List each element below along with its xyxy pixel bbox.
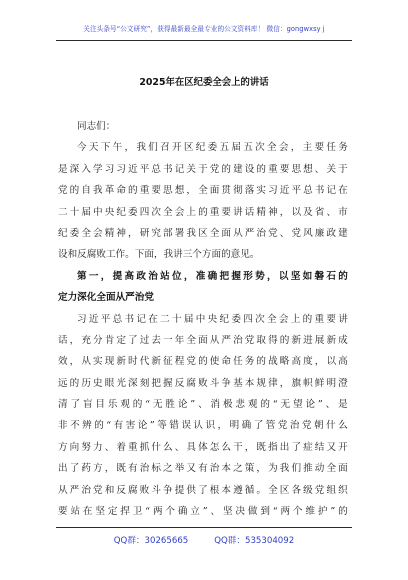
paragraph-line: 清 了 盲 目 乐 观 的 “ 无 胜 论 ” 、 消 极 悲 观 的 “ 无 望 论 ” 、 是 <box>58 399 348 411</box>
paragraph-line: 党 的 自 我 革 命 的 重 要 思 想 ， 全 面 贯 彻 落 实 习 近 平 总 书 记 在 <box>58 185 348 197</box>
paragraph-line: 效 ， 从 实 现 新 时 代 新 征 程 党 的 使 命 任 务 的 战 略 高 度 ， 以 高 <box>58 356 348 368</box>
paragraph-line: 非 不 辨 的 “ 有 害 论 ” 等 错 误 认 识 ， 明 确 了 管 党 治 党 朝 什 么 <box>58 420 348 432</box>
paragraph-line: 话 ， 充 分 肯 定 了 过 去 一 年 全 面 从 严 治 党 取 得 的 新 进 展 新 成 <box>58 334 348 346</box>
paragraph-line: 今 天 下 午 ， 我 们 召 开 区 纪 委 五 届 五 次 全 会 ， 主 要 任 务 <box>77 142 348 154</box>
footer-qq-group-2: QQ群：535304092 <box>214 536 295 546</box>
salutation: 同志们： <box>77 121 116 132</box>
section-heading-line: 第 一 ， 提 高 政 治 站 位 ， 准 确 把 握 形 势 ， 以 坚 如 磐 石 的 <box>77 270 348 282</box>
header-divider <box>56 40 352 41</box>
paragraph-line: 方 向 努 力 、 着 重 抓 什 么 、 具 体 怎 么 干 ， 既 指 出 了 症 结 又 开 <box>58 441 348 453</box>
paragraph-line: 出 了 药 方 ， 既 有 治 标 之 举 又 有 治 本 之 策 ， 为 我 们 推 动 全 面 <box>58 463 348 475</box>
paragraph-line: 设和反腐败工作。下面，我讲三个方面的意见。 <box>58 249 260 261</box>
paragraph-line: 从 严 治 党 和 反 腐 败 斗 争 提 供 了 根 本 遵 循 。 全 区 各 级 党 组 织 <box>58 484 348 496</box>
paragraph-line: 是 深 入 学 习 习 近 平 总 书 记 关 于 党 的 建 设 的 重 要 思 想 、 关 于 <box>58 163 348 175</box>
paragraph-line: 远 的 历 史 眼 光 深 刻 把 握 反 腐 败 斗 争 基 本 规 律 ， 旗 帜 鲜 明 澄 <box>58 377 348 389</box>
paragraph-line: 纪 委 全 会 精 神 ， 研 究 部 署 我 区 全 面 从 严 治 党 、 党 风 廉 政 建 <box>58 227 348 239</box>
paragraph-line: 二 十 届 中 央 纪 委 四 次 全 会 上 的 重 要 讲 话 精 神 ， 以 及 省 、 市 <box>58 206 348 218</box>
footer-contacts <box>0 534 408 546</box>
document-title: 2025年在区纪委全会上的讲话 <box>139 77 269 88</box>
document-body <box>58 116 348 522</box>
section-heading-line: 定力深化全面从严治党 <box>58 292 154 304</box>
footer-qq-group-1: QQ群：30265665 <box>113 536 189 546</box>
paragraph-line: 习 近 平 总 书 记 在 二 十 届 中 央 纪 委 四 次 全 会 上 的 重 要 讲 <box>77 313 348 325</box>
header-banner: 关注头条号“公文研究”，获得最新最全最专业的公文资料库！ 微信：gongwxsy j <box>83 25 325 33</box>
paragraph-line: 要 站 在 坚 定 捍 卫 “ 两 个 确 立 ” 、 坚 决 做 到 “ 两 个 维 护 ” 的 <box>58 506 348 518</box>
footer-divider <box>56 527 352 528</box>
